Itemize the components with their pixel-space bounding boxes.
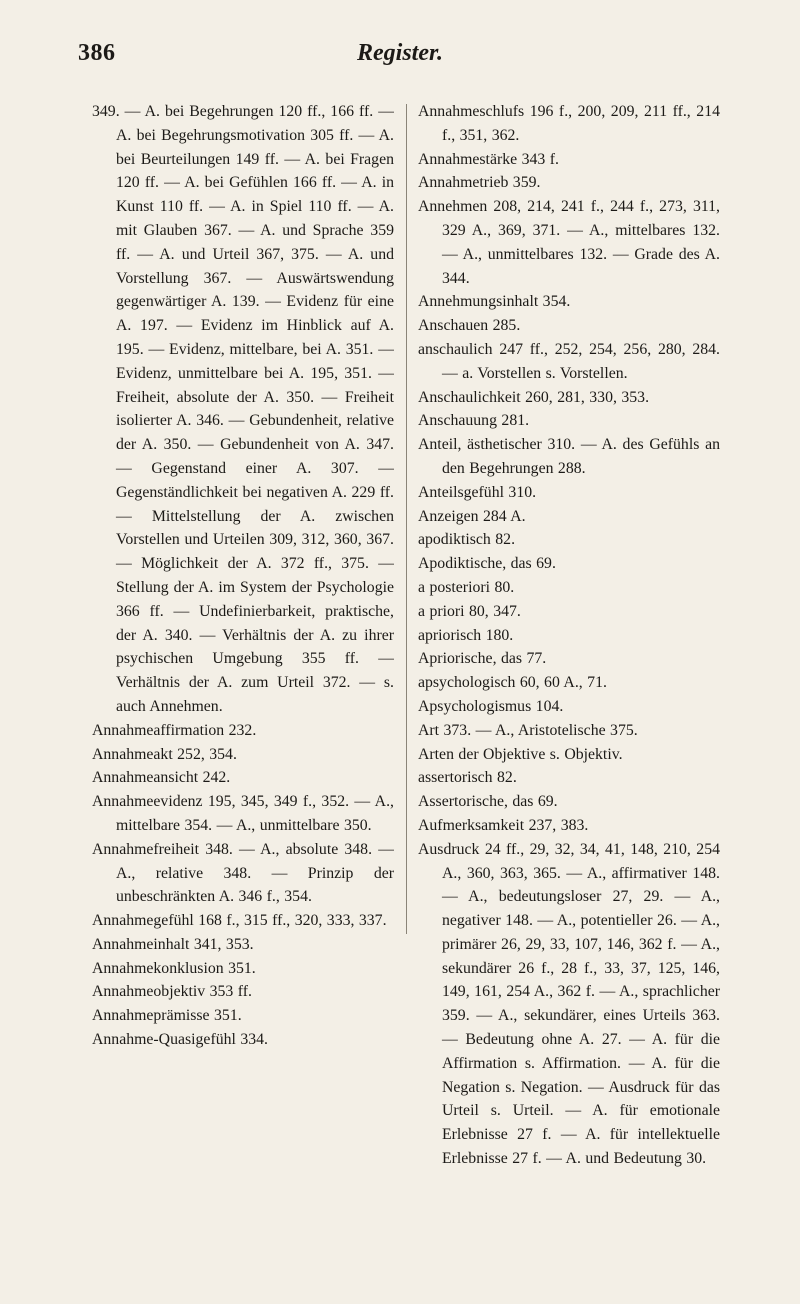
right-column — [418, 100, 720, 1280]
index-entry: apriorisch 180. — [418, 626, 514, 644]
index-entry: Anschauen 285. — [418, 317, 521, 335]
left-column — [92, 100, 394, 1280]
index-entry: Apriorische, das 77. — [418, 650, 547, 668]
index-entry: Annahmetrieb 359. — [418, 174, 541, 192]
index-entry: apodiktisch 82. — [418, 531, 516, 549]
column-divider — [406, 104, 407, 934]
index-entry: a posteriori 80. — [418, 578, 515, 596]
index-entry: 349. — A. bei Begehrungen 120 ff., 166 ff. — A. bei Begehrungsmotivation 305 ff. — A. bei Beurteilungen 149 ff. — A. bei Fragen 120 ff. — A. bei Gefühlen 166 ff. — A. in Kunst 110 ff. — A. in Spiel 110 ff. — A. mit Glauben 367. — A. und Sprache 359 ff. — A. und Urteil 367, 375. — A. und Vorstellung 367. — Auswärtswendung gegenwärtiger A. 139. — Evidenz für eine A. 197. — Evidenz im Hinblick auf A. 195. — Evidenz, mittelbare, bei A. 351. — Evidenz, unmittelbare bei A. 195, 351. — Freiheit, absolute der A. 350. — Freiheit isolierter A. 346. — Gebundenheit, relative der A. 350. — Gebundenheit von A. 347. — Gegenstand einer A. 307. — Gegenständlichkeit bei negativen A. 229 ff. — Mittelstellung der A. zwischen Vorstellen und Urteilen 309, 312, 360, 367. — Möglichkeit der A. 372 ff., 375. — Stellung der A. im System der Psychologie 366 ff. — Undefinierbarkeit, praktische, der A. 340. — Verhältnis der A. zu ihrer psychischen Umgebung 355 ff. — Verhältnis der A. zum Urteil 372. — s. auch Annehmen. — [92, 103, 394, 715]
index-entry: Annahmefreiheit 348. — A., absolute 348. — A., relative 348. — Prinzip der unbeschränkten A. 346 f., 354. — [92, 840, 394, 906]
index-entry: Annahme-Quasigefühl 334. — [92, 1031, 268, 1049]
index-entry: Annahmeschlufs 196 f., 200, 209, 211 ff., 214 f., 351, 362. — [418, 103, 720, 144]
page-number: 386 — [78, 40, 116, 66]
index-entry: Annahmeobjektiv 353 ff. — [92, 983, 252, 1001]
index-entry: Anschaulichkeit 260, 281, 330, 353. — [418, 388, 650, 406]
index-entry: Annahmeansicht 242. — [92, 769, 231, 787]
index-entry: Annahmeakt 252, 354. — [92, 745, 237, 763]
index-entry: Anteilsgefühl 310. — [418, 483, 537, 501]
index-entry: Annahmeprämisse 351. — [92, 1007, 242, 1025]
index-entry: apsychologisch 60, 60 A., 71. — [418, 674, 607, 692]
index-entry: assertorisch 82. — [418, 769, 517, 787]
index-entry: Annahmeinhalt 341, 353. — [92, 935, 254, 953]
index-entry: Anschauung 281. — [418, 412, 530, 430]
index-entry: Arten der Objektive s. Objektiv. — [418, 745, 623, 763]
index-entry: Annahmeaffirmation 232. — [92, 721, 257, 739]
index-entry: anschaulich 247 ff., 252, 254, 256, 280, 284. — a. Vorstellen s. Vorstellen. — [418, 340, 720, 382]
index-entry: Annahmestärke 343 f. — [418, 150, 559, 168]
index-entry: Assertorische, das 69. — [418, 793, 558, 811]
index-entry: Art 373. — A., Aristotelische 375. — [418, 721, 638, 739]
index-entry: Anzeigen 284 A. — [418, 507, 526, 525]
index-entry: Annahmegefühl 168 f., 315 ff., 320, 333, 337. — [92, 912, 387, 930]
index-entry: Annahmeevidenz 195, 345, 349 f., 352. — A., mittelbare 354. — A., unmittelbare 350. — [92, 793, 394, 834]
index-entry: Annahmekonklusion 351. — [92, 959, 256, 977]
index-entry: a priori 80, 347. — [418, 602, 521, 620]
index-entry: Aufmerksamkeit 237, 383. — [418, 816, 589, 834]
page-header — [78, 40, 722, 80]
index-entry: Apsychologismus 104. — [418, 697, 564, 715]
index-entry: Apodiktische, das 69. — [418, 555, 556, 573]
index-columns — [92, 100, 720, 1280]
running-title: Register. — [356, 40, 443, 66]
index-entry: Anteil, ästhetischer 310. — A. des Gefühls an den Begehrungen 288. — [418, 436, 720, 477]
index-entry: Ausdruck 24 ff., 29, 32, 34, 41, 148, 210, 254 A., 360, 363, 365. — A., affirmativer 148. — A., bedeutungsloser 27, 29. — A., negativer 148. — A., potentieller 26. — A., primärer 26, 29, 33, 107, 146, 362 f. — A., sekundärer 26 f., 28 f., 33, 37, 125, 146, 149, 161, 254 A., 362 f. — A., sprachlicher 359. — A., sekundärer, eines Urteils 363. — Bedeutung ohne A. 27. — A. für die Affirmation s. Affirmation. — A. für die Negation s. Negation. — Ausdruck für das Urteil s. Urteil. — A. für emotionale Erlebnisse 27 f. — A. für intellektuelle Erlebnisse 27 f. — A. und Bedeutung 30. — [418, 840, 720, 1168]
index-entry: Annehmungsinhalt 354. — [418, 293, 571, 311]
index-entry: Annehmen 208, 214, 241 f., 244 f., 273, 311, 329 A., 369, 371. — A., mittelbares 132. — A., unmittelbares 132. — Grade des A. 344. — [418, 198, 720, 287]
